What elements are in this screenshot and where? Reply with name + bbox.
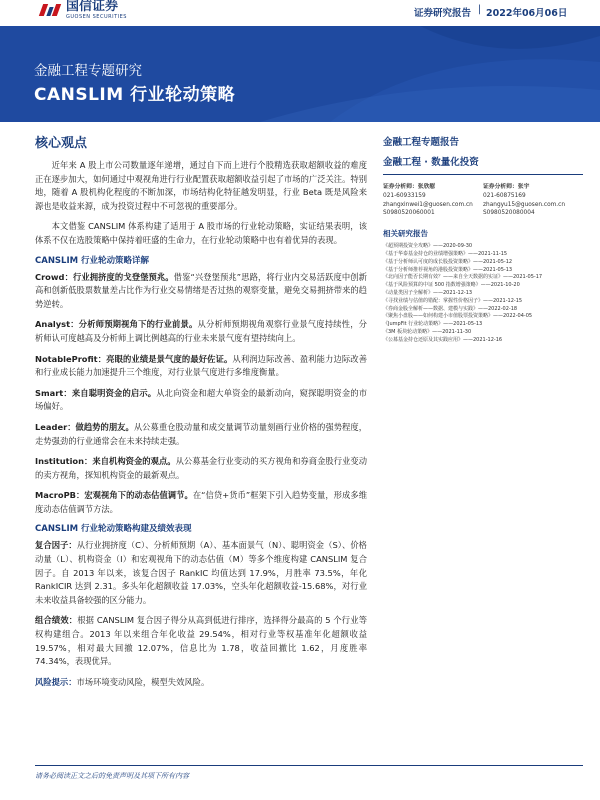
factor-text: 在“信贷+货币”框架下引入趋势变量，形成多维度动态估值调节方法。 <box>35 490 367 514</box>
analyst-phone: 021-60933159 <box>383 192 426 199</box>
related-report-item[interactable]: 《3M 板块轮动策略》——2021-11-30 <box>383 328 472 335</box>
analyst-cert: S0980520080004 <box>483 210 535 217</box>
factor-text: 从北向资金和超大单资金的最新动向，窥探聪明资金的市场偏好。 <box>35 387 367 412</box>
analyst-1 <box>383 183 483 218</box>
risk-label: 风险提示： <box>35 676 77 687</box>
title-banner <box>0 26 600 122</box>
related-report-item[interactable]: 《聚焦小盘股——如何构建小市值股票投资策略》——2022-04-05 <box>383 313 533 320</box>
factor-name: MacroPB：宏观视角下的动态估值调节。 <box>35 490 193 501</box>
related-report-item[interactable]: 《基于华泰基金持仓的业绩增强策略》——2021-11-15 <box>383 250 508 257</box>
risk-paragraph <box>35 676 367 690</box>
logo-cn-text: 国信证券 <box>66 0 119 14</box>
factor-notable-profit <box>35 353 367 380</box>
factor-analyst <box>35 318 367 345</box>
related-report-item[interactable]: 《寻找业绩与估值的错配：掌握性价格因子》——2021-12-15 <box>383 297 523 304</box>
related-report-item[interactable]: 《动量类因子全解析》——2021-12-13 <box>383 289 473 296</box>
company-logo <box>40 0 127 20</box>
report-date: 2022年06月06日 <box>486 8 568 19</box>
subheading-strategy: CANSLIM 行业轮动策略详解 <box>35 255 150 266</box>
composite-text: 从行业拥挤度（C）、分析师预期（A）、基本面景气（N）、聪明资金（S）、价格动量（L）、机构资金（I）和宏观视角下的动态估值（M）等多个维度构建 CANSLIM 复合因子。自 2013 年以来，该复合因子 RankIC 均值达到 17.9%，月胜率 73.5%，年化 RankICIR 达到 2.31。多头年化超额收益 17.03%，空头年化超额收益-15.68%，对行业未来收益具备较强的区分能力。 <box>35 540 367 605</box>
factor-text: 从公募重仓股动量和成交量调节动量刻画行业价格的强势程度，走势强劲的行业通常会在未来持续走强。 <box>35 421 367 446</box>
composite-label: 复合因子： <box>35 540 77 551</box>
analyst-email[interactable]: zhangxinwei1@guosen.com.cn <box>383 201 473 208</box>
sidebar-report-subcategory: 金融工程 · 数量化投资 <box>383 157 479 168</box>
related-report-item[interactable]: 《基于分析师认可度的成长股投资策略》——2021-05-12 <box>383 258 513 265</box>
analyst-phone: 021-60875169 <box>483 192 526 199</box>
report-type: 证券研究报告 <box>414 8 472 19</box>
related-report-item[interactable]: 《券商金股全解析——数据、建模与实践》——2022-02-18 <box>383 305 518 312</box>
factor-text: 从利润边际改善、盈利能力边际改善和行业成长能力加速提升三个维度，对行业景气度进行多维度衡量。 <box>35 353 367 378</box>
report-series: 金融工程专题研究 <box>34 63 142 79</box>
section-title: 核心观点 <box>35 136 88 151</box>
top-bar <box>0 0 600 26</box>
analyst-cert: S0980520060001 <box>383 210 435 217</box>
related-report-item[interactable]: 《基于风险预算的中证 500 指数增强策略》——2021-10-20 <box>383 282 520 289</box>
sidebar <box>383 134 583 345</box>
related-report-item[interactable]: 《超预期投资全攻略》——2020-09-30 <box>383 243 473 250</box>
factor-text: 从公募基金行业变动的买方视角和券商金股行业变动的卖方视角，探知机构资金的最新观点。 <box>35 456 367 480</box>
logo-mark-icon <box>40 2 60 18</box>
related-report-item[interactable]: 《北向因子能否长期有效？——来自全天数据的实证》——2021-05-17 <box>383 274 543 281</box>
factor-text: 借鉴“兴登堡预兆”思路，将行业内交易活跃度中创新高和创新低股票数量差占比作为行业交易情绪是否过热的观察变量，避免交易拥挤带来的趋势逆转。 <box>35 271 367 309</box>
factor-text: 从分析师预期视角观察行业景气度持续性，分析师认可度越高及分析师上调比例越高的行业未来景气度有望持续向上。 <box>35 319 367 343</box>
main-content <box>35 132 367 689</box>
related-report-item[interactable]: 《JumpFit 行业轮动策略》——2021-05-13 <box>383 321 483 328</box>
risk-text: 市场环境变动风险，模型失效风险。 <box>76 676 210 687</box>
portfolio-label: 组合绩效： <box>35 615 78 626</box>
factor-crowd <box>35 271 367 312</box>
report-title: CANSLIM 行业轮动策略 <box>34 85 236 105</box>
factor-name: Leader：做趋势的朋友。 <box>35 421 134 432</box>
footer-divider <box>35 765 583 766</box>
subheading-performance: CANSLIM 行业轮动策略构建及绩效表现 <box>35 524 192 535</box>
factor-name: Institution：来自机构资金的观点。 <box>35 456 176 467</box>
factor-smart <box>35 387 367 414</box>
analyst-block <box>383 183 583 218</box>
intro-paragraph-2: 本文借鉴 CANSLIM 体系构建了适用于 A 股市场的行业轮动策略，实证结果表明，该体系不仅在选股策略中保持着旺盛的生命力，在行业轮动策略中也有着优异的表现。 <box>35 221 367 245</box>
analyst-label: 证券分析师：张宇 <box>483 184 530 190</box>
footer-disclaimer: 请务必阅读正文之后的免责声明及其项下所有内容 <box>35 772 189 780</box>
related-report-item[interactable]: 《公募基金持仓还原及其实践应用》——2021-12-16 <box>383 336 503 343</box>
factor-leader <box>35 421 367 448</box>
sidebar-report-category: 金融工程专题报告 <box>383 137 460 148</box>
intro-paragraph-1: 近年来 A 股上市公司数量逐年递增，通过自下而上进行个股精选获取超额收益的难度正在逐步加大，如何通过中观视角进行行业配置获取超额收益引起了市场的广泛关注。特别地，随着 A 股机构化程度的不断加深，市场结构化特征越发明显，行业 Beta 既是风险来源也是收益来源，成为投资过程中不可忽视的重要部分。 <box>35 160 367 211</box>
sidebar-divider <box>383 174 583 175</box>
factor-macro-pb <box>35 489 367 516</box>
composite-factor-paragraph <box>35 539 367 607</box>
portfolio-text: 根据 CANSLIM 复合因子得分从高到低进行排序，选择得分最高的 5 个行业等权构建组合。2013 年以来组合年化收益 29.54%，相对行业等权基准年化超额收益 19.57%，相对最大回撤 12.07%，信息比为 1.78，收益回撤比 1.62，月度胜率 74.34%，表现优异。 <box>35 615 367 667</box>
factor-name: Smart：来自聪明资金的启示。 <box>35 387 157 398</box>
analyst-2 <box>483 183 583 218</box>
factor-name: NotableProfit：亮眼的业绩是景气度的最好佐证。 <box>35 353 233 364</box>
factor-institution <box>35 455 367 482</box>
factor-name: Crowd：行业拥挤度的戈登堡预兆。 <box>35 271 174 282</box>
portfolio-paragraph <box>35 614 367 668</box>
logo-en-text: GUOSEN SECURITIES <box>66 14 127 20</box>
header-separator: | <box>478 4 482 15</box>
related-reports-title: 相关研究报告 <box>383 229 428 239</box>
factor-name: Analyst：分析师预期视角下的行业前景。 <box>35 319 198 330</box>
analyst-email[interactable]: zhangyu15@guosen.com.cn <box>483 201 565 208</box>
related-reports-list <box>383 243 583 344</box>
related-report-item[interactable]: 《基于分析师推荐视角的港股投资策略》——2021-05-13 <box>383 266 513 273</box>
analyst-label: 证券分析师：张欣慰 <box>383 184 436 190</box>
